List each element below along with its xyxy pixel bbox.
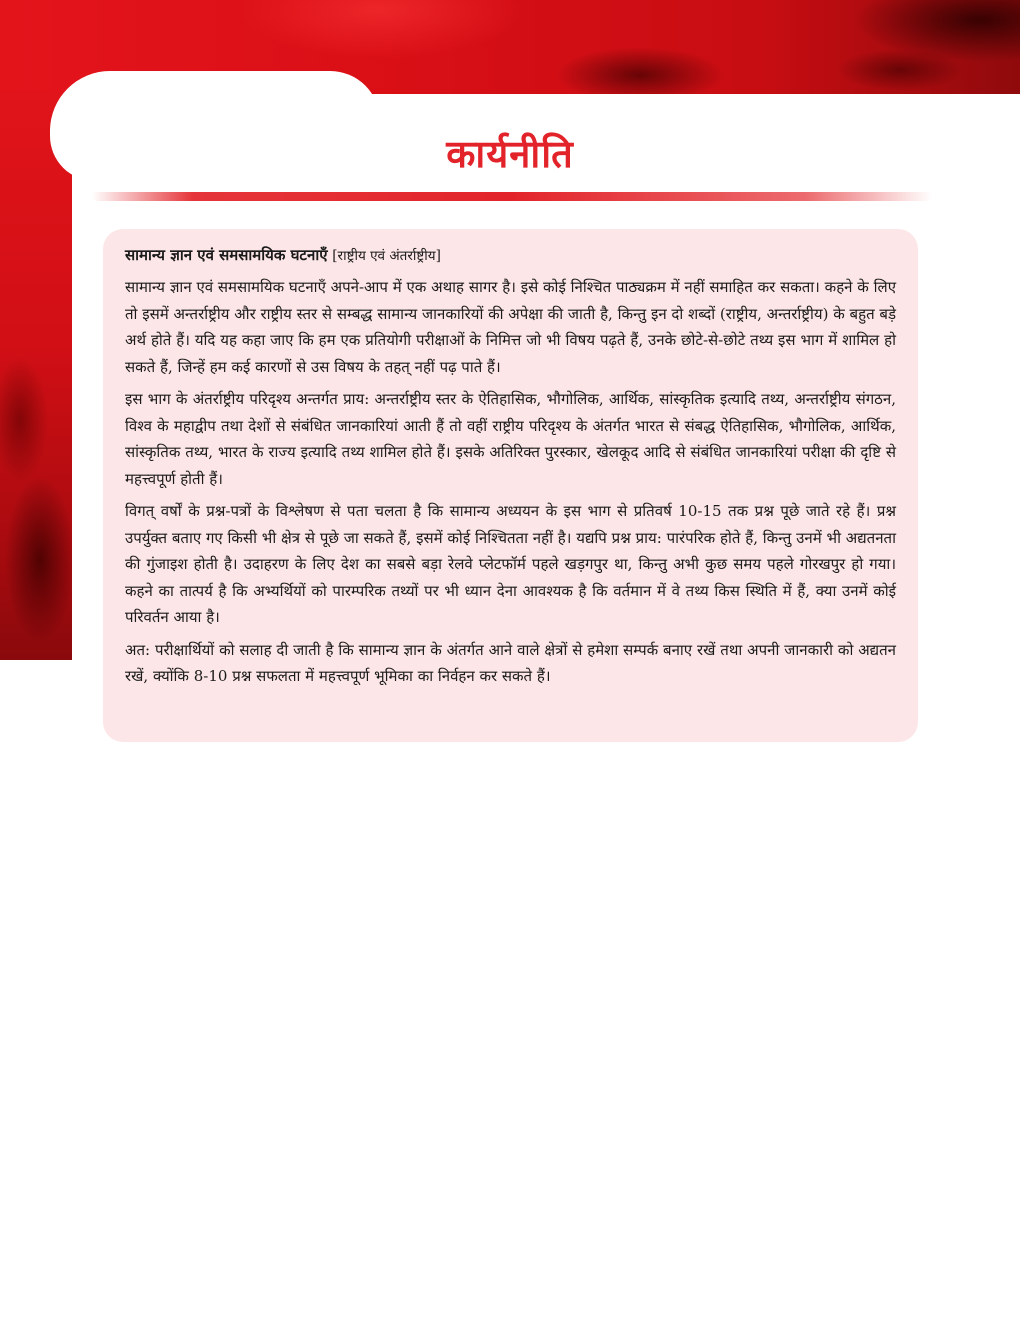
paragraph-4: अत: परीक्षार्थियों को सलाह दी जाती है कि सामान्य ज्ञान के अंतर्गत आने वाले क्षेत्रों से हमेशा सम्पर्क बनाए रखें तथा अपनी जानकारी को अद्यतन रखें, क्योंकि 8-10 प्रश्न सफलता में महत्त्वपूर्ण भूमिका का निर्वहन कर सकते हैं। [125,640,896,685]
section-heading-sub: [राष्ट्रीय एवं अंतर्राष्ट्रीय] [332,248,441,264]
page-title: कार्यनीति [446,132,574,176]
section-heading [125,243,896,268]
paragraph-1: सामान्य ज्ञान एवं समसामयिक घटनाएँ अपने-आप में एक अथाह सागर है। इसे कोई निश्चित पाठ्यक्रम में नहीं समाहित कर सकता। कहने के लिए तो इसमें अन्तर्राष्ट्रीय और राष्ट्रीय स्तर से सम्बद्ध सामान्य जानकारियों की अपेक्षा की जाती है, किन्तु इन दो शब्दों (राष्ट्रीय, अन्तर्राष्ट्रीय) के बहुत बड़े अर्थ होते हैं। यदि यह कहा जाए कि हम एक प्रतियोगी परीक्षाओं के निमित्त जो भी विषय पढ़ते हैं, उनके छोटे-से-छोटे तथ्य इस भाग में शामिल हो सकते हैं, जिन्हें हम कई कारणों से उस विषय के तहत् नहीं पढ़ पाते हैं। [125,278,896,376]
paragraph-2: इस भाग के अंतर्राष्ट्रीय परिदृश्य अन्तर्गत प्राय: अन्तर्राष्ट्रीय स्तर के ऐतिहासिक, भौगोलिक, आर्थिक, सांस्कृतिक इत्यादि तथ्य, अन्तर्राष्ट्रीय संगठन, विश्व के महाद्वीप तथा देशों से संबंधित जानकारियां आती हैं तो वहीं राष्ट्रीय परिदृश्य के अंतर्गत भारत से संबद्ध ऐतिहासिक, भौगोलिक, आर्थिक, सांस्कृतिक तथ्य, भारत के राज्य इत्यादि तथ्य शामिल होते हैं। इसके अतिरिक्त पुरस्कार, खेलकूद आदि से संबंधित जानकारियां परीक्षा की दृष्टि से महत्त्वपूर्ण होती हैं। [125,390,896,488]
paragraph-3: विगत् वर्षों के प्रश्न-पत्रों के विश्लेषण से पता चलता है कि सामान्य अध्ययन के इस भाग से प्रतिवर्ष 10-15 तक प्रश्न पूछे जाते रहे हैं। प्रश्न उपर्युक्त बताए गए किसी भी क्षेत्र से पूछे जा सकते हैं, इसमें कोई निश्चितता नहीं है। यद्यपि प्रश्न प्राय: पारंपरिक होते हैं, किन्तु उनमें भी अद्यतनता की गुंजाइश होती है। उदाहरण के लिए देश का सबसे बड़ा रेलवे प्लेटफॉर्म पहले खड़गपुर था, किन्तु अभी कुछ समय पहले गोरखपुर हो गया। कहने का तात्पर्य है कि अभ्यर्थियों को पारम्परिक तथ्यों पर भी ध्यान देना आवश्यक है कि वर्तमान में वे तथ्य किस स्थिति में हैं, क्या उनमें कोई परिवर्तन आया है। [125,502,897,626]
title-underline-divider [92,192,932,201]
section-heading-main: सामान्य ज्ञान एवं समसामयिक घटनाएँ [125,246,328,264]
strategy-content-box [103,229,918,742]
